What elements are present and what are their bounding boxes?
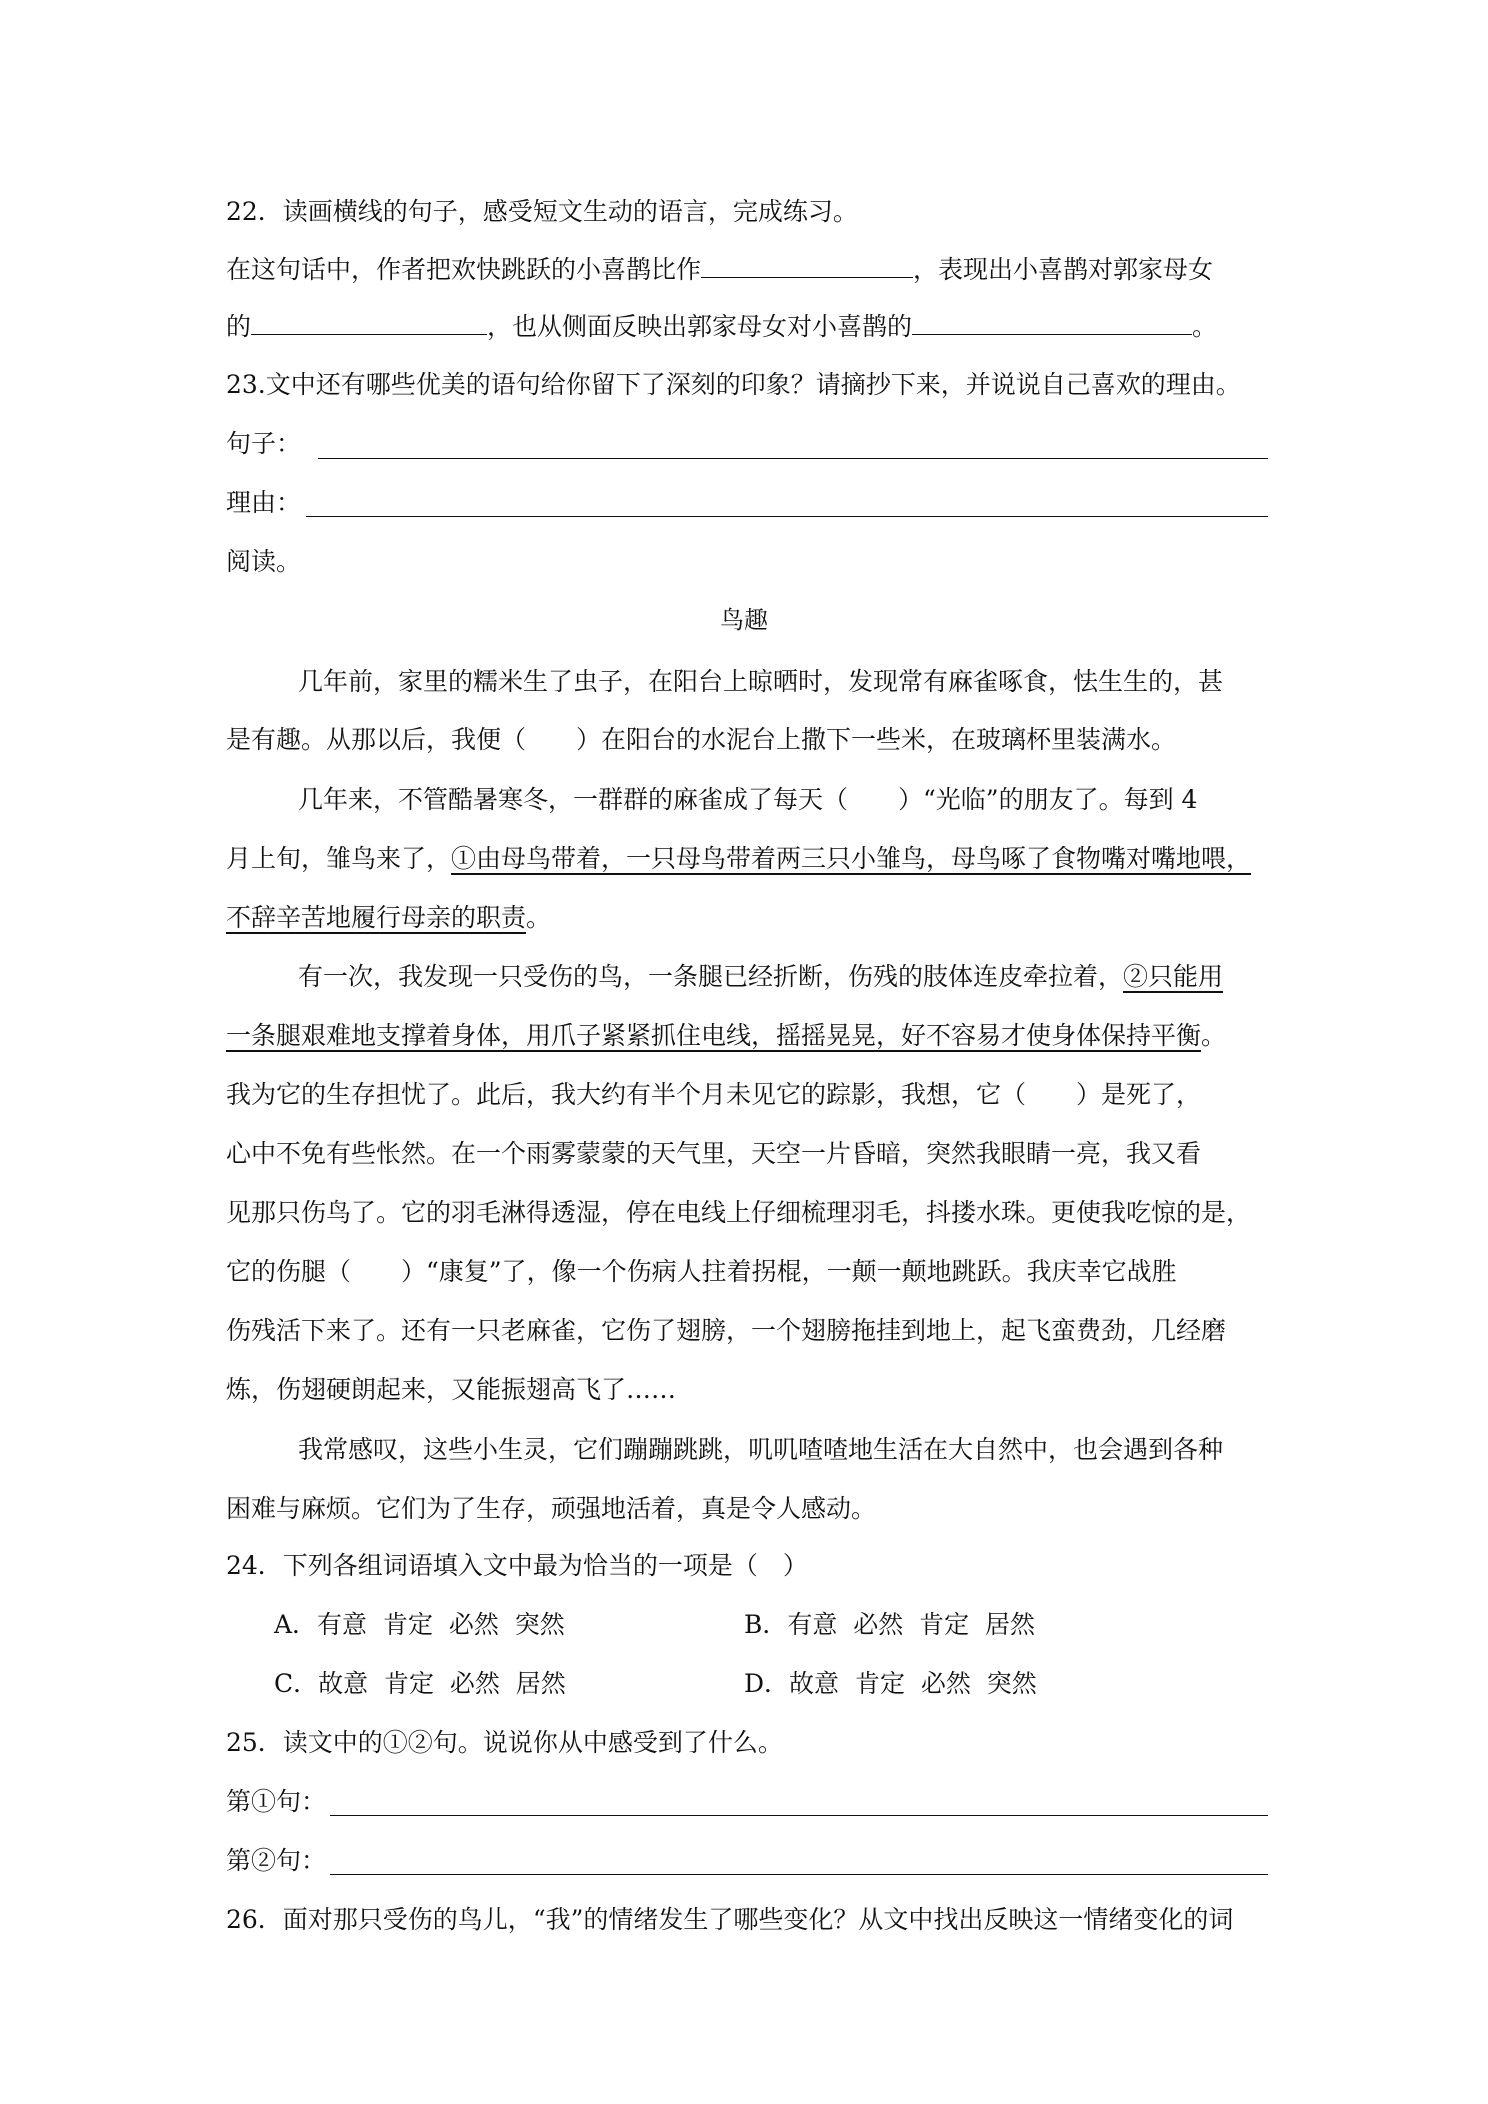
q24-option-a[interactable]: A．有意 肯定 必然 突然 — [274, 1610, 565, 1639]
p3-line8: 炼，伤翅硬朗起来，又能振翅高飞了…… — [226, 1375, 677, 1404]
q24-option-d[interactable]: D．故意 肯定 必然 突然 — [744, 1669, 1037, 1698]
p2-line2-text: 月上旬，雏鸟来了， — [226, 844, 452, 873]
q23-sentence-answer-line[interactable] — [318, 458, 1268, 459]
q24-option-c[interactable]: C．故意 肯定 必然 居然 — [274, 1669, 566, 1698]
p3-line3: 我为它的生存担忧了。此后，我大约有半个月未见它的踪影，我想，它（ ）是死了， — [226, 1080, 1202, 1109]
q24-stem: 24．下列各组词语填入文中最为恰当的一项是（ ） — [226, 1551, 808, 1580]
q23-stem: 23.文中还有哪些优美的语句给你留下了深刻的印象？请摘抄下来，并说说自己喜欢的理由。 — [226, 370, 1241, 399]
q22-stem: 22．读画横线的句子，感受短文生动的语言，完成练习。 — [226, 197, 858, 226]
q22-text-e: 。 — [1192, 312, 1218, 341]
q25-s2-label: 第②句： — [226, 1846, 327, 1875]
p3-line1-text: 有一次，我发现一只受伤的鸟，一条腿已经折断，伤残的肢体连皮牵拉着， — [298, 962, 1124, 991]
q26-stem: 26．面对那只受伤的鸟儿，“我”的情绪发生了哪些变化？从文中找出反映这一情绪变化的词 — [226, 1905, 1234, 1934]
underlined-sentence-1a: ①由母鸟带着，一只母鸟带着两三只小雏鸟，母鸟啄了食物嘴对嘴地喂， — [451, 844, 1252, 873]
p2-line3 — [226, 902, 1226, 934]
p3-line7: 伤残活下来了。还有一只老麻雀，它伤了翅膀，一个翅膀拖挂到地上，起飞蛮费劲，几经磨 — [226, 1316, 1227, 1345]
p4-line2: 困难与麻烦。它们为了生存，顽强地活着，真是令人感动。 — [226, 1494, 877, 1523]
p3-line1 — [298, 961, 1298, 993]
p1-line1: 几年前，家里的糯米生了虫子，在阳台上晾晒时，发现常有麻雀啄食，怯生生的，甚 — [298, 667, 1224, 696]
p1-line2: 是有趣。从那以后，我便（ ）在阳台的水泥台上撒下一些米，在玻璃杯里装满水。 — [226, 725, 1177, 754]
p2-line3-end: 。 — [526, 903, 552, 932]
reading-label: 阅读。 — [226, 547, 302, 576]
passage-title: 鸟趣 — [720, 606, 768, 634]
underlined-sentence-2b: 一条腿艰难地支撑着身体，用爪子紧紧抓住电线，摇摇晃晃，好不容易才使身体保持平衡 — [226, 1021, 1202, 1050]
p3-line2-end: 。 — [1201, 1021, 1227, 1050]
q22-text-b: ，表现出小喜鹊对郭家母女 — [913, 255, 1214, 284]
p3-line6: 它的伤腿（ ）“康复”了，像一个伤病人拄着拐棍，一颠一颠地跳跃。我庆幸它战胜 — [226, 1257, 1177, 1286]
q22-line1 — [226, 253, 1326, 286]
q23-sentence-label: 句子： — [226, 429, 302, 458]
q23-reason-label: 理由： — [226, 488, 302, 517]
underlined-sentence-1b: 不辞辛苦地履行母亲的职责 — [226, 903, 527, 932]
q25-stem: 25．读文中的①②句。说说你从中感受到了什么。 — [226, 1728, 783, 1757]
q25-s1-label: 第①句： — [226, 1787, 327, 1816]
q22-line2 — [226, 310, 1326, 343]
p3-line5: 见那只伤鸟了。它的羽毛淋得透湿，停在电线上仔细梳理羽毛，抖搂水珠。更使我吃惊的是， — [226, 1198, 1252, 1227]
q23-reason-answer-line[interactable] — [306, 516, 1268, 517]
p3-line4: 心中不免有些怅然。在一个雨雾蒙蒙的天气里，天空一片昏暗，突然我眼睛一亮，我又看 — [226, 1139, 1202, 1168]
p2-line1: 几年来，不管酷暑寒冬，一群群的麻雀成了每天（ ）“光临”的朋友了。每到 4 — [298, 785, 1198, 814]
q22-text-c: 的 — [226, 312, 252, 341]
p4-line1: 我常感叹，这些小生灵，它们蹦蹦跳跳，叽叽喳喳地生活在大自然中，也会遇到各种 — [298, 1435, 1224, 1464]
p3-line2 — [226, 1020, 1326, 1052]
q22-text-d: ，也从侧面反映出郭家母女对小喜鹊的 — [487, 312, 913, 341]
q22-blank-feeling-bird[interactable] — [251, 310, 487, 335]
underlined-sentence-2a: ②只能用 — [1123, 962, 1224, 991]
q22-blank-feeling-family[interactable] — [912, 310, 1192, 335]
p2-line2 — [226, 843, 1326, 875]
q22-text-a: 在这句话中，作者把欢快跳跃的小喜鹊比作 — [226, 255, 702, 284]
q25-s2-answer-line[interactable] — [330, 1874, 1268, 1875]
q24-option-b[interactable]: B．有意 必然 肯定 居然 — [744, 1610, 1036, 1639]
q25-s1-answer-line[interactable] — [330, 1815, 1268, 1816]
q22-blank-metaphor[interactable] — [701, 253, 913, 278]
